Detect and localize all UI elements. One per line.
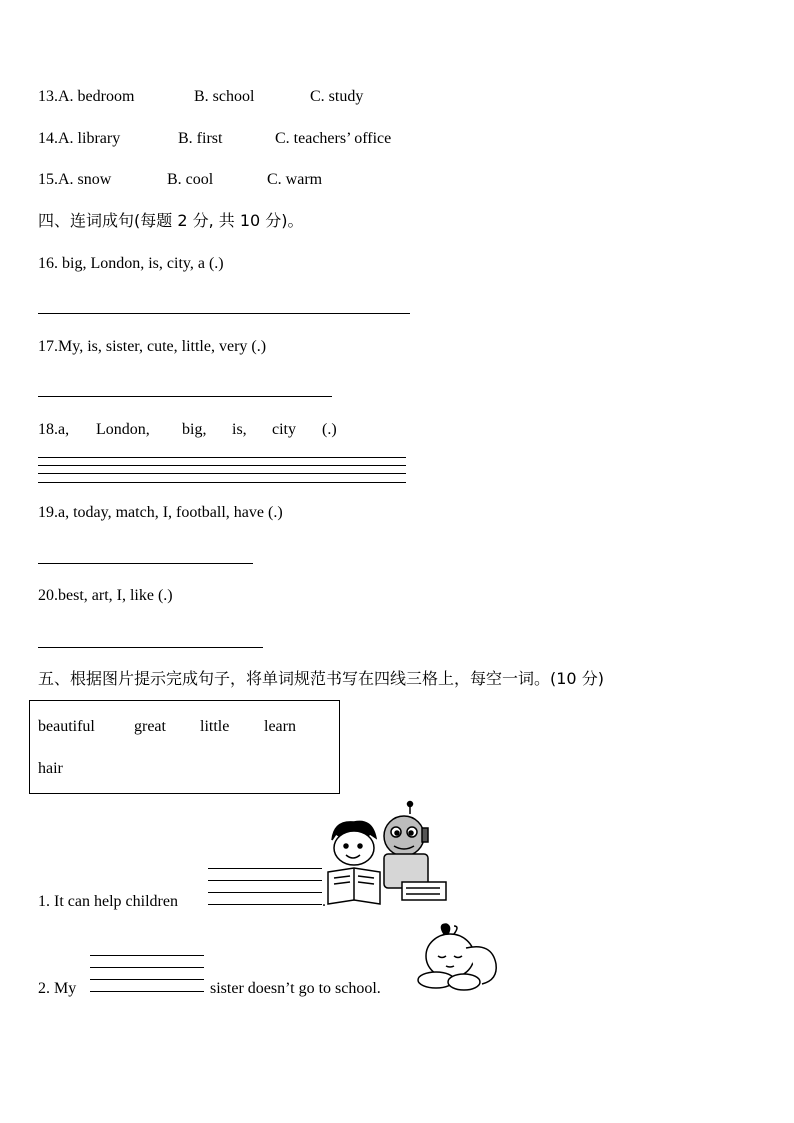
word-1: a, [58,421,70,438]
question-words: best, art, I, like (.) [58,587,173,604]
question-19 [38,503,283,523]
sentence-rest: sister doesn’t go to school. [210,980,381,997]
option-a: A. snow [58,171,112,188]
boy-robot-reading-image [324,800,450,908]
sentence-text: 2. My [38,980,77,997]
word-bank-item: little [200,718,230,735]
question-words: a, today, match, I, football, have (.) [58,504,283,521]
word-5: city [272,421,296,438]
option-a: A. bedroom [58,88,135,105]
four-line-grid-2[interactable] [90,955,204,992]
question-words: My, is, sister, cute, little, very (.) [58,338,267,355]
section-4-heading: 四、连词成句(每题 2 分, 共 10 分)。 [38,211,304,230]
word-3: big, [182,421,207,438]
question-17 [38,337,266,357]
question-16 [38,254,224,274]
question-number: 14. [38,130,58,147]
answer-line-20[interactable] [38,647,263,648]
word-6: (.) [322,421,337,438]
question-number: 18. [38,421,58,438]
option-c: C. study [310,88,364,105]
question-number: 13. [38,88,58,105]
four-line-grid-1[interactable] [208,868,322,905]
question-words: big, London, is, city, a (.) [62,255,224,272]
answer-line-19[interactable] [38,563,253,564]
word-bank-item: learn [264,718,296,735]
question-14 [38,129,392,149]
question-number: 16. [38,255,58,272]
question-number: 15. [38,171,58,188]
sentence-2 [38,979,381,999]
word-bank-item: beautiful [38,718,95,735]
word-4: is, [232,421,247,438]
question-20 [38,586,173,606]
question-15 [38,170,323,190]
question-number: 17. [38,338,58,355]
question-number: 20. [38,587,58,604]
word-bank-item: hair [38,760,63,777]
sentence-text: 1. It can help children [38,893,178,910]
option-a: A. library [58,130,121,147]
option-c: C. warm [267,171,323,188]
option-c: C. teachers’ office [275,130,392,147]
option-b: B. first [178,130,223,147]
option-b: B. school [194,88,255,105]
section-5-heading: 五、根据图片提示完成句子，将单词规范书写在四线三格上，每空一词。(10 分) [38,669,604,688]
option-b: B. cool [167,171,214,188]
word-2: London, [96,421,150,438]
sentence-1 [38,892,326,912]
sentence-end: . [322,893,326,910]
question-number: 19. [38,504,58,521]
question-18 [38,420,337,440]
answer-line-16[interactable] [38,313,410,314]
answer-line-17[interactable] [38,396,332,397]
word-bank-item: great [134,718,166,735]
word-bank [29,700,340,794]
four-line-grid-18[interactable] [38,457,406,483]
question-13 [38,87,364,107]
sleeping-baby-image [414,922,500,996]
